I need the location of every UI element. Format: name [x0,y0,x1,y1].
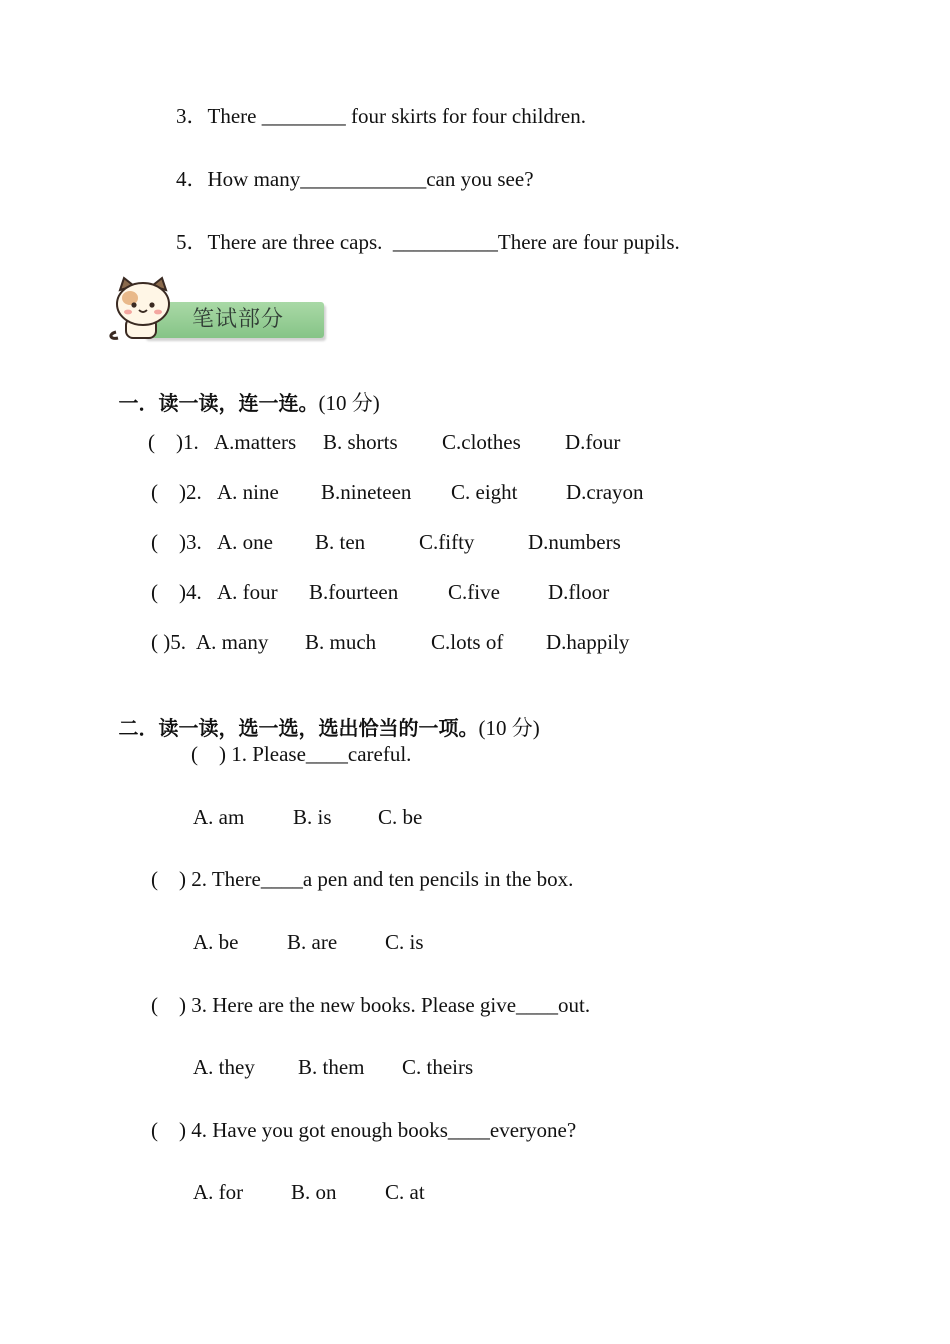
written-section-banner [108,276,326,342]
option-d: D.four [565,430,621,454]
choice-a: A. they [193,1055,255,1079]
option-c: C.five [448,580,500,604]
section1-points: (10 分) [318,391,380,415]
choice-c: C. is [385,930,424,954]
option-a: A. four [217,580,278,604]
section2-title: 二．读一读，选一选，选出恰当的一项。 [118,716,479,740]
choice-b: B. are [287,930,338,954]
question-stem: ( ) 3. Here are the new books. Please give____out. [151,993,591,1017]
option-c: C.lots of [431,630,504,654]
row-number: ( )2. [151,480,202,504]
choice-b: B. is [293,805,332,829]
section2-points: (10 分) [478,716,540,740]
option-a: A.matters [214,430,297,454]
option-d: D.crayon [566,480,644,504]
choice-b: B. on [291,1180,337,1204]
option-c: C.clothes [442,430,521,454]
option-d: D.happily [546,630,630,654]
section1-heading [108,367,380,415]
choice-a: A. for [193,1180,244,1204]
row-number: ( )5. [151,630,186,654]
option-a: A. one [217,530,273,554]
choice-a: A. am [193,805,245,829]
option-d: D.floor [548,580,610,604]
choice-a: A. be [193,930,239,954]
section1-title: 一．读一读，连一连。 [118,391,319,415]
option-c: C. eight [451,480,518,504]
option-b: B.fourteen [309,580,399,604]
option-a: A. many [196,630,269,654]
option-b: B. shorts [323,430,398,454]
option-a: A. nine [217,480,279,504]
option-d: D.numbers [528,530,621,554]
choice-c: C. be [378,805,423,829]
row-number: ( )4. [151,580,202,604]
option-b: B. ten [315,530,366,554]
question-stem: ( ) 2. There____a pen and ten pencils in the box. [151,867,574,891]
option-b: B. much [305,630,377,654]
cat-mascot-icon [108,276,178,342]
banner-label: 笔试部分 [192,307,285,332]
row-number: ( )3. [151,530,202,554]
choice-c: C. theirs [402,1055,474,1079]
question-stem: ( ) 1. Please____careful. [191,742,412,766]
option-b: B.nineteen [321,480,412,504]
fill-blank-item-5: 5．There are three caps. __________There are four pupils. [176,230,680,254]
question-stem: ( ) 4. Have you got enough books____everyone? [151,1118,577,1142]
choice-b: B. them [298,1055,365,1079]
row-number: ( )1. [148,430,199,454]
fill-blank-item-3: 3．There ________ four skirts for four children. [176,104,586,128]
section2-heading [108,692,540,740]
fill-blank-item-4: 4．How many____________can you see? [176,167,534,191]
option-c: C.fifty [419,530,475,554]
choice-c: C. at [385,1180,425,1204]
